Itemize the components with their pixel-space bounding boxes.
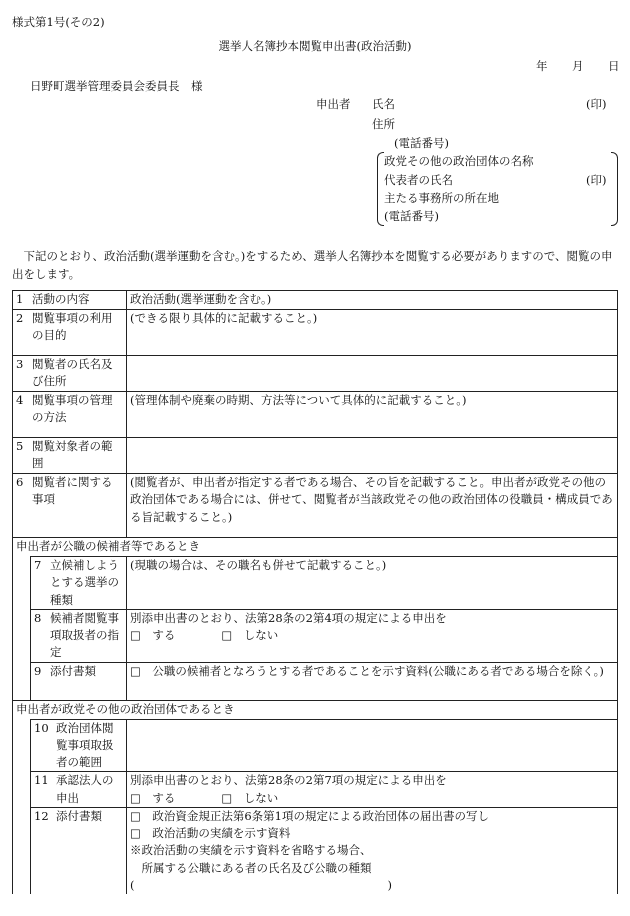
- row-number: 3: [16, 357, 24, 371]
- row-label: 閲覧者の氏名及び住所: [32, 357, 113, 389]
- date-day: 日: [608, 59, 620, 73]
- org-phone-label: (電話番号): [384, 209, 439, 223]
- row-number: 11: [34, 773, 49, 788]
- section-heading-org: [13, 700, 618, 719]
- row-value-cell[interactable]: [127, 557, 618, 610]
- row-value-cell[interactable]: [127, 291, 618, 310]
- row-label: 政治団体閲覧事項取扱者の範囲: [56, 720, 114, 769]
- form-table: [12, 290, 618, 894]
- section-heading-row: [13, 538, 618, 557]
- row-value-cell[interactable]: [127, 392, 618, 438]
- row-value: (閲覧者が、申出者が指定する者である場合、その旨を記載すること。申出者が政党その他の政治団体である場合には、併せて、閲覧者が当該政党その他の政治団体の役職員・構成員である旨記載すること。): [130, 475, 613, 524]
- row-number: 12: [34, 808, 49, 823]
- addressee: 日野町選挙管理委員会委員長 様: [30, 79, 203, 93]
- row-label: 閲覧対象者の範囲: [32, 439, 113, 471]
- table-row: [13, 356, 618, 392]
- applicant-seal: (印): [586, 97, 607, 111]
- row-value-cell[interactable]: [127, 474, 618, 538]
- row-number: 2: [16, 311, 24, 325]
- row-label: 閲覧事項の管理の方法: [32, 393, 113, 425]
- row-label-cell: [31, 807, 127, 894]
- row-label-cell: [31, 772, 127, 808]
- org-rep-seal: (印): [586, 173, 607, 187]
- section-indent-cell: [13, 719, 31, 894]
- date-month: 月: [572, 59, 584, 73]
- row-value: (現職の場合は、その職名も併せて記載すること。): [130, 558, 387, 572]
- row-number: 8: [34, 610, 42, 625]
- row-label-cell: [13, 438, 127, 474]
- table-row: [13, 557, 618, 610]
- org-brace-right: [611, 152, 618, 226]
- org-brace-left: [377, 152, 384, 226]
- section-heading-text: 申出者が政党その他の政治団体であるとき: [16, 701, 235, 716]
- org-name-label: 政党その他の政治団体の名称: [384, 154, 534, 168]
- table-row: [13, 392, 618, 438]
- form-number: 様式第1号(その2): [12, 15, 105, 29]
- table-row: [13, 474, 618, 538]
- row-label: 添付書類: [50, 663, 96, 678]
- table-row: [13, 609, 618, 662]
- row-label: 承認法人の申出: [56, 773, 114, 805]
- row-label: 候補者閲覧事項取扱者の指定: [50, 610, 119, 660]
- row-number: 4: [16, 393, 24, 407]
- row-value-cell[interactable]: [127, 662, 618, 700]
- row-label-cell: [13, 291, 127, 310]
- table-row: [13, 772, 618, 808]
- section-heading-text: 申出者が公職の候補者等であるとき: [16, 539, 200, 553]
- row-number: 7: [34, 558, 42, 572]
- row-label-cell: [13, 474, 127, 538]
- row-value-cell[interactable]: [127, 609, 618, 662]
- table-row: [13, 662, 618, 700]
- row-value-cell[interactable]: [127, 310, 618, 356]
- row-label: 閲覧者に関する事項: [32, 475, 113, 507]
- row-number: 10: [34, 720, 49, 735]
- applicant-label: 申出者: [316, 97, 351, 111]
- table-row: [13, 438, 618, 474]
- row-value: 政治活動(選挙運動を含む。): [130, 292, 272, 306]
- row-label-cell: [31, 719, 127, 772]
- table-row: [13, 310, 618, 356]
- row-label-cell: [31, 662, 127, 700]
- row-label: 活動の内容: [32, 292, 90, 306]
- row-number: 1: [16, 292, 24, 306]
- row-value: □ 政治資金規正法第6条第1項の規定による政治団体の届出書の写し □ 政治活動の実績を示す資料 ※政治活動の実績を示す資料を省略する場合、 所属する公職にある者の氏名及び公職の種類 ( ): [130, 808, 489, 892]
- date-year: 年: [536, 59, 548, 73]
- intro-paragraph: 下記のとおり、政治活動(選挙運動を含む。)をするため、選挙人名簿抄本を閲覧する必要がありますので、閲覧の申出をします。: [12, 249, 613, 282]
- row-value-cell[interactable]: [127, 438, 618, 474]
- section-heading-row: [13, 700, 618, 719]
- row-value-cell[interactable]: [127, 807, 618, 894]
- org-office-address-label: 主たる事務所の所在地: [384, 191, 499, 205]
- row-label-cell: [13, 310, 127, 356]
- applicant-phone-label: (電話番号): [394, 136, 449, 150]
- applicant-name-label: 氏名: [372, 97, 395, 111]
- row-label: 閲覧事項の利用の目的: [32, 311, 113, 343]
- row-value-cell[interactable]: [127, 719, 618, 772]
- row-label-cell: [31, 557, 127, 610]
- row-label-cell: [13, 356, 127, 392]
- row-number: 9: [34, 663, 42, 678]
- table-row: [13, 719, 618, 772]
- section-heading-candidate: [13, 538, 618, 557]
- row-number: 5: [16, 439, 24, 453]
- row-label-cell: [31, 609, 127, 662]
- row-value: □ 公職の候補者となろうとする者であることを示す資料(公職にある者である場合を除く。): [130, 663, 604, 678]
- row-label: 添付書類: [56, 808, 102, 823]
- row-label-cell: [13, 392, 127, 438]
- row-value-cell[interactable]: [127, 356, 618, 392]
- table-row: [13, 807, 618, 894]
- applicant-address-label: 住所: [372, 117, 395, 131]
- row-value: (できる限り具体的に記載すること。): [130, 311, 318, 325]
- document-title: 選挙人名簿抄本閲覧申出書(政治活動): [218, 39, 412, 53]
- table-row: [13, 291, 618, 310]
- row-value: 別添申出書のとおり、法第28条の2第7項の規定による申出を □ する □ しない: [130, 773, 447, 805]
- org-rep-name-label: 代表者の氏名: [384, 173, 453, 187]
- row-label: 立候補しようとする選挙の種類: [50, 558, 119, 607]
- row-value: 別添申出書のとおり、法第28条の2第4項の規定による申出を □ する □ しない: [130, 610, 447, 642]
- row-number: 6: [16, 475, 24, 489]
- row-value-cell[interactable]: [127, 772, 618, 808]
- section-indent-cell: [13, 557, 31, 701]
- row-value: (管理体制や廃棄の時期、方法等について具体的に記載すること。): [130, 393, 467, 407]
